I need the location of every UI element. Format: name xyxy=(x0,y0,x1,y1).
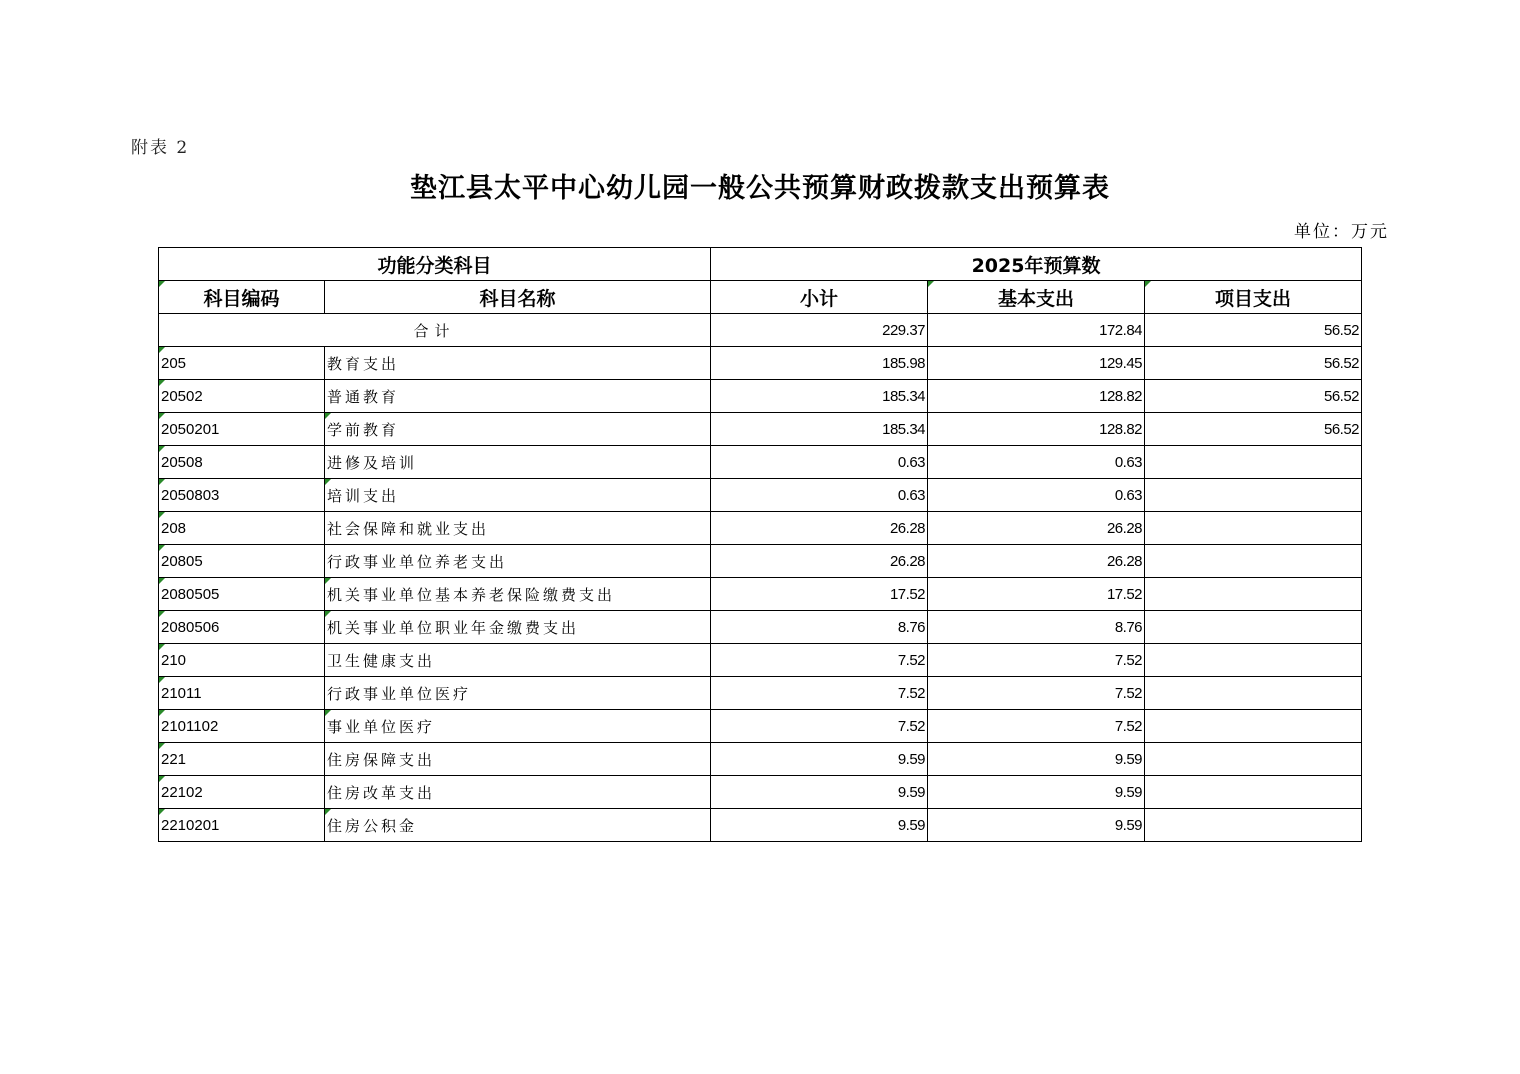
row-code: 221 xyxy=(159,743,325,776)
total-label: 合计 xyxy=(159,314,711,347)
row-subtotal: 8.76 xyxy=(711,611,928,644)
row-basic: 9.59 xyxy=(928,776,1145,809)
row-code: 20508 xyxy=(159,446,325,479)
row-code: 20805 xyxy=(159,545,325,578)
row-subtotal: 185.98 xyxy=(711,347,928,380)
row-code: 208 xyxy=(159,512,325,545)
row-project xyxy=(1145,776,1362,809)
row-subtotal: 26.28 xyxy=(711,512,928,545)
row-code: 205 xyxy=(159,347,325,380)
row-name: 住房公积金 xyxy=(325,809,711,842)
row-code: 2101102 xyxy=(159,710,325,743)
group-header-row xyxy=(159,248,1362,281)
row-name: 机关事业单位职业年金缴费支出 xyxy=(325,611,711,644)
row-project: 56.52 xyxy=(1145,413,1362,446)
row-project xyxy=(1145,743,1362,776)
row-name: 社会保障和就业支出 xyxy=(325,512,711,545)
row-subtotal: 7.52 xyxy=(711,677,928,710)
row-name: 普通教育 xyxy=(325,380,711,413)
table-row xyxy=(159,644,1362,677)
row-subtotal: 9.59 xyxy=(711,776,928,809)
row-code: 2050201 xyxy=(159,413,325,446)
group-header-function-category: 功能分类科目 xyxy=(159,248,711,281)
row-basic: 0.63 xyxy=(928,479,1145,512)
row-code: 21011 xyxy=(159,677,325,710)
row-subtotal: 9.59 xyxy=(711,809,928,842)
row-subtotal: 7.52 xyxy=(711,710,928,743)
row-basic: 8.76 xyxy=(928,611,1145,644)
table-row xyxy=(159,677,1362,710)
row-basic: 7.52 xyxy=(928,644,1145,677)
column-header-subtotal: 小计 xyxy=(711,281,928,314)
row-basic: 0.63 xyxy=(928,446,1145,479)
table-row xyxy=(159,743,1362,776)
row-project: 56.52 xyxy=(1145,380,1362,413)
table-row xyxy=(159,776,1362,809)
table-row xyxy=(159,479,1362,512)
row-name: 进修及培训 xyxy=(325,446,711,479)
table-row xyxy=(159,380,1362,413)
row-name: 住房改革支出 xyxy=(325,776,711,809)
row-name: 事业单位医疗 xyxy=(325,710,711,743)
row-project xyxy=(1145,611,1362,644)
row-basic: 129.45 xyxy=(928,347,1145,380)
row-subtotal: 0.63 xyxy=(711,446,928,479)
row-basic: 17.52 xyxy=(928,578,1145,611)
row-code: 210 xyxy=(159,644,325,677)
row-name: 卫生健康支出 xyxy=(325,644,711,677)
row-basic: 128.82 xyxy=(928,380,1145,413)
row-name: 行政事业单位医疗 xyxy=(325,677,711,710)
total-row xyxy=(159,314,1362,347)
total-project: 56.52 xyxy=(1145,314,1362,347)
column-header-code: 科目编码 xyxy=(159,281,325,314)
row-code: 2050803 xyxy=(159,479,325,512)
row-subtotal: 0.63 xyxy=(711,479,928,512)
total-basic: 172.84 xyxy=(928,314,1145,347)
row-subtotal: 185.34 xyxy=(711,380,928,413)
table-row xyxy=(159,545,1362,578)
table-row xyxy=(159,611,1362,644)
row-basic: 7.52 xyxy=(928,710,1145,743)
table-row xyxy=(159,809,1362,842)
row-project xyxy=(1145,677,1362,710)
column-header-basic: 基本支出 xyxy=(928,281,1145,314)
row-basic: 26.28 xyxy=(928,512,1145,545)
table-row xyxy=(159,413,1362,446)
row-subtotal: 185.34 xyxy=(711,413,928,446)
row-basic: 26.28 xyxy=(928,545,1145,578)
row-name: 学前教育 xyxy=(325,413,711,446)
row-project xyxy=(1145,512,1362,545)
row-project xyxy=(1145,446,1362,479)
row-project xyxy=(1145,578,1362,611)
table-row xyxy=(159,710,1362,743)
row-code: 2210201 xyxy=(159,809,325,842)
row-code: 2080505 xyxy=(159,578,325,611)
row-subtotal: 9.59 xyxy=(711,743,928,776)
row-project xyxy=(1145,710,1362,743)
row-name: 培训支出 xyxy=(325,479,711,512)
row-name: 教育支出 xyxy=(325,347,711,380)
row-subtotal: 7.52 xyxy=(711,644,928,677)
row-project xyxy=(1145,545,1362,578)
page-title: 垫江县太平中心幼儿园一般公共预算财政拨款支出预算表 xyxy=(410,173,1110,204)
row-code: 20502 xyxy=(159,380,325,413)
table-row xyxy=(159,446,1362,479)
row-project xyxy=(1145,644,1362,677)
column-header-name: 科目名称 xyxy=(325,281,711,314)
row-name: 机关事业单位基本养老保险缴费支出 xyxy=(325,578,711,611)
table-row xyxy=(159,512,1362,545)
row-project: 56.52 xyxy=(1145,347,1362,380)
budget-table xyxy=(158,247,1362,842)
row-name: 住房保障支出 xyxy=(325,743,711,776)
attachment-label: 附表 2 xyxy=(131,138,190,158)
row-subtotal: 17.52 xyxy=(711,578,928,611)
table-row xyxy=(159,578,1362,611)
group-header-budget-year: 2025年预算数 xyxy=(711,248,1362,281)
unit-label: 单位：万元 xyxy=(1294,222,1389,242)
row-project xyxy=(1145,479,1362,512)
row-basic: 9.59 xyxy=(928,743,1145,776)
row-project xyxy=(1145,809,1362,842)
table-row xyxy=(159,347,1362,380)
row-code: 2080506 xyxy=(159,611,325,644)
row-code: 22102 xyxy=(159,776,325,809)
row-basic: 9.59 xyxy=(928,809,1145,842)
row-name: 行政事业单位养老支出 xyxy=(325,545,711,578)
total-subtotal: 229.37 xyxy=(711,314,928,347)
row-subtotal: 26.28 xyxy=(711,545,928,578)
column-header-row xyxy=(159,281,1362,314)
row-basic: 7.52 xyxy=(928,677,1145,710)
column-header-project: 项目支出 xyxy=(1145,281,1362,314)
row-basic: 128.82 xyxy=(928,413,1145,446)
